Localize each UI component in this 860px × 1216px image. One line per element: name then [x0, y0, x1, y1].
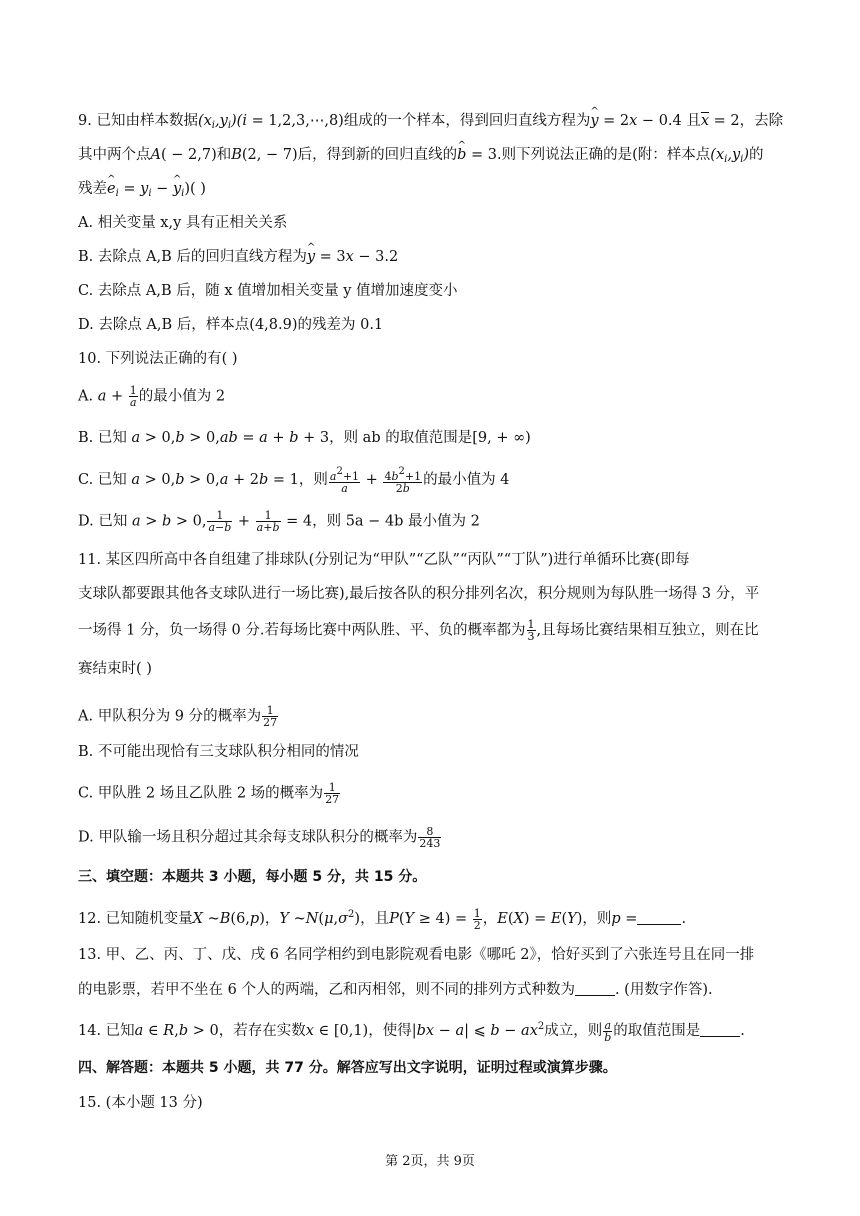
q9-option-c: C. 去除点 A,B 后，随 x 值增加相关变量 y 值增加速度变小	[78, 283, 458, 299]
q10-stem: 10. 下列说法正确的有( )	[78, 351, 238, 367]
q10-option-b: B. 已知 a > 0,b > 0,ab = a + b + 3，则 ab 的取值范围是[9, + ∞)	[78, 430, 531, 446]
q9-option-a: A. 相关变量 x,y 具有正相关关系	[78, 215, 288, 231]
q10-option-a: A. a + $\frac{1}{a}$ 的最小值为 2	[78, 384, 226, 409]
q9-option-b: B. 去除点 A,B 后的回归直线方程为^ y = 3x − 3.2	[78, 247, 398, 267]
q9-line3: 残差^ $e_i = y_i$ − ^ $y_i$)( )	[78, 179, 206, 204]
q10-option-c: C. 已知 a > 0,b > 0,a + 2b = 1，则 $\frac{a2+1}{a}$ + $\frac{4b2+1}{2b}$ 的最小值为 4	[78, 466, 510, 495]
page-footer: 第 2页，共 9页	[385, 1154, 475, 1169]
q9-option-d: D. 去除点 A,B 后，样本点(4,8.9)的残差为 0.1	[78, 317, 384, 333]
section-3-heading: 三、填空题：本题共 3 小题，每小题 5 分，共 15 分。	[78, 869, 427, 885]
q11-option-c: C. 甲队胜 2 场且乙队胜 2 场的概率为 $\frac{1}{27}$	[78, 781, 340, 806]
q15-heading: 15. (本小题 13 分)	[78, 1095, 203, 1111]
q12-answer-blank	[637, 910, 681, 925]
q11-line1: 11. 某区四所高中各自组建了排球队(分别记为“甲队”“乙队”“丙队”“丁队”)进行单循环比赛(即每	[78, 552, 690, 568]
section-4-heading: 四、解答题：本题共 5 小题，共 77 分。解答应写出文字说明，证明过程或演算步骤。	[78, 1060, 617, 1076]
q11-option-d: D. 甲队输一场且积分超过其余每支球队积分的概率为 $\frac{8}{243}$	[78, 825, 441, 850]
q13-line2: 的电影票，若甲不坐在 6 个人的两端，乙和丙相邻，则不同的排列方式种数为 . (用数字作答).	[78, 982, 713, 998]
q12: 12. 已知随机变量X ~B(6,p)，Y $\sim N(\mu,\sigma^2)$，且P(Y ≥ 4) = $\frac{1}{2}$ ，E(X) = E(Y)，则p = .	[78, 906, 687, 932]
q14-answer-blank	[700, 1022, 740, 1037]
q10-option-d: D. 已知 a > b > 0, $\frac{1}{a-b}$ + $\frac{1}{a+b}$ = 4，则 5a − 4b 最小值为 2	[78, 509, 480, 534]
q14: 14. 已知a ∈ R,b > 0，若存在实数x ∈ [0,1)，使得|bx − a| ⩽ $b - ax^2$成立，则 $\frac{a}{b}$ 的取值范围是 .	[78, 1018, 745, 1044]
q11-option-a: A. 甲队积分为 9 分的概率为 $\frac{1}{27}$	[78, 704, 278, 729]
q9-line1: 9. 已知由样本数据$(x_i,y_i)(i$ = 1,2,3,⋯,8)组成的一个样本，得到回归直线方程为^ y = 2x − 0.4 且$\overline{x} = 2$，去除	[78, 111, 783, 136]
q13-answer-blank	[575, 981, 615, 996]
q11-line2: 支球队都要跟其他各支球队进行一场比赛),最后按各队的积分排列名次，积分规则为每队胜一场得 3 分，平	[78, 586, 760, 602]
q9-line2: 其中两个点A( − 2,7)和B(2, − 7)后，得到新的回归直线的^ b = 3.则下列说法正确的是(附：样本点$(x_i,y_i)$的	[78, 145, 764, 170]
q11-line4: 赛结束时( )	[78, 661, 152, 677]
q11-line3: 一场得 1 分，负一场得 0 分.若每场比赛中两队胜、平、负的概率都为 $\frac{1}{3}$ ,且每场比赛结果相互独立，则在比	[78, 618, 759, 643]
q11-option-b: B. 不可能出现恰有三支球队积分相同的情况	[78, 744, 359, 760]
q13-line1: 13. 甲、乙、丙、丁、戊、戌 6 名同学相约到电影院观看电影《哪吒 2》，恰好买到了六张连号且在同一排	[78, 947, 755, 963]
